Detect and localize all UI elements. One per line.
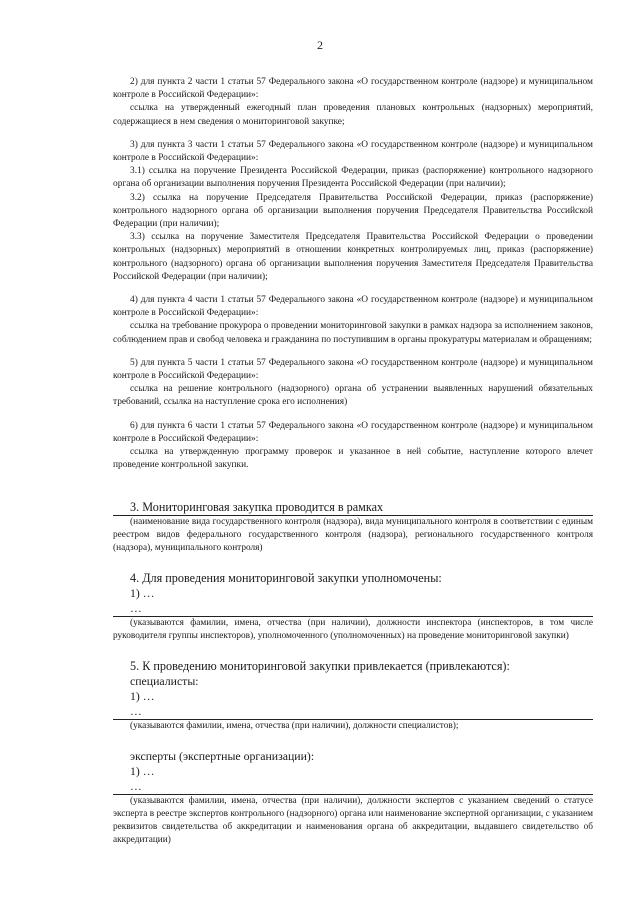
section-4-heading: 4. Для проведения мониторинговой закупки уполномочены: [130, 571, 442, 586]
page-number: 2 [317, 38, 323, 52]
item-5-body: ссылка на решение контрольного (надзорного) органа об устранении выявленных нарушений обязательных требований, ссылка на наступление срока его исполнения) [113, 384, 593, 408]
section-5-note: (указываются фамилии, имена, отчества (при наличии), должности специалистов); [130, 721, 459, 732]
section-4-line [113, 601, 593, 617]
section-3-line [113, 500, 593, 516]
item-5-heading: 5) для пункта 5 части 1 статьи 57 Федерального закона «О государственном контроле (надзоре) и муниципальном контроле в Российской Федерации»: [113, 357, 593, 382]
section-3-note: (наименование вида государственного контроля (надзора), вида муниципального контроля в соответствии с единым реестром видов федерального государственного контроля (надзора), регионального государственного контроля (надзора), муниципального контроля) [113, 517, 593, 554]
document-body [113, 76, 593, 847]
section-5-heading: 5. К проведению мониторинговой закупки привлекается (привлекаются): [130, 659, 510, 674]
section-5-line [113, 704, 593, 720]
item-3-heading: 3) для пункта 3 части 1 статьи 57 Федерального закона «О государственном контроле (надзоре) и муниципальном контроле в Российской Федерации»: [113, 139, 593, 164]
item-2-body: ссылка на утвержденный ежегодный план проведения плановых контрольных (надзорных) мероприятий, содержащиеся в нем сведения о мониторинговой закупке; [113, 103, 593, 127]
section-4-note: (указываются фамилии, имена, отчества (при наличии), должности инспектора (инспекторов, в том числе руководителя группы инспекторов), уполномоченного (уполномоченных) на проведение мониторинговой закупки) [113, 618, 593, 642]
item-6-heading: 6) для пункта 6 части 1 статьи 57 Федерального закона «О государственном контроле (надзоре) и муниципальном контроле в Российской Федерации»: [113, 420, 593, 444]
item-2-heading: 2) для пункта 2 части 1 статьи 57 Федерального закона «О государственном контроле (надзоре) и муниципальном контроле в Российской Федерации»: [113, 77, 593, 101]
section-3-heading: 3. Мониторинговая закупка проводится в рамках [130, 500, 384, 515]
section-5-ellipsis: … [130, 704, 142, 719]
item-4-heading: 4) для пункта 4 части 1 статьи 57 Федерального закона «О государственном контроле (надзоре) и муниципальном контроле в Российской Федерации»: [113, 295, 593, 319]
item-6-body: ссылка на утвержденную программу проверок и указанное в ней событие, наступление которого влечет проведение контрольной закупки. [113, 447, 593, 471]
section-5-experts-line [113, 779, 593, 795]
item-3-1: 3.1) ссылка на поручение Президента Российской Федерации, приказ (распоряжение) контрольного надзорного органа об организации выполнения поручения Президента Российской Федерации (при наличии); [113, 166, 593, 190]
section-5-item-1: 1) … [130, 689, 155, 704]
section-5-specialists-label: специалисты: [130, 674, 199, 689]
item-3-3: 3.3) ссылка на поручение Заместителя Председателя Правительства Российской Федерации о проведении контрольных (надзорных) мероприятий в отношении конкретных контролируемых лиц, приказ (распоряжение) контрольного (надзорного) органа об организации выполнения поручения Заместителя Председателя Правительства Российской Федерации (при наличии); [113, 232, 593, 282]
section-5-experts-note: (указываются фамилии, имена, отчества (при наличии), должности экспертов с указанием сведений о статусе эксперта в реестре экспертов контрольного (надзорного) органа или наименование экспертной организации, с указанием реквизитов свидетельства об аккредитации и наименования органа об аккредитации, выдавшего свидетельство об аккредитации) [113, 796, 593, 846]
item-4-body: ссылка на требование прокурора о проведении мониторинговой закупки в рамках надзора за исполнением законов, соблюдением прав и свобод человека и гражданина по поступившим в органы прокуратуры материалам и обращениям; [113, 321, 593, 345]
section-4-item-1: 1) … [130, 586, 155, 601]
section-5-experts-label: эксперты (экспертные организации): [130, 749, 315, 764]
section-5-experts-ellipsis: … [130, 779, 142, 794]
item-3-2: 3.2) ссылка на поручение Председателя Правительства Российской Федерации, приказ (распоряжение) контрольного надзорного органа об организации выполнения поручения Председателя Правительства Российской Федерации (при наличии); [113, 192, 593, 230]
section-5-experts-item-1: 1) … [130, 764, 155, 779]
section-4-ellipsis: … [130, 601, 142, 616]
